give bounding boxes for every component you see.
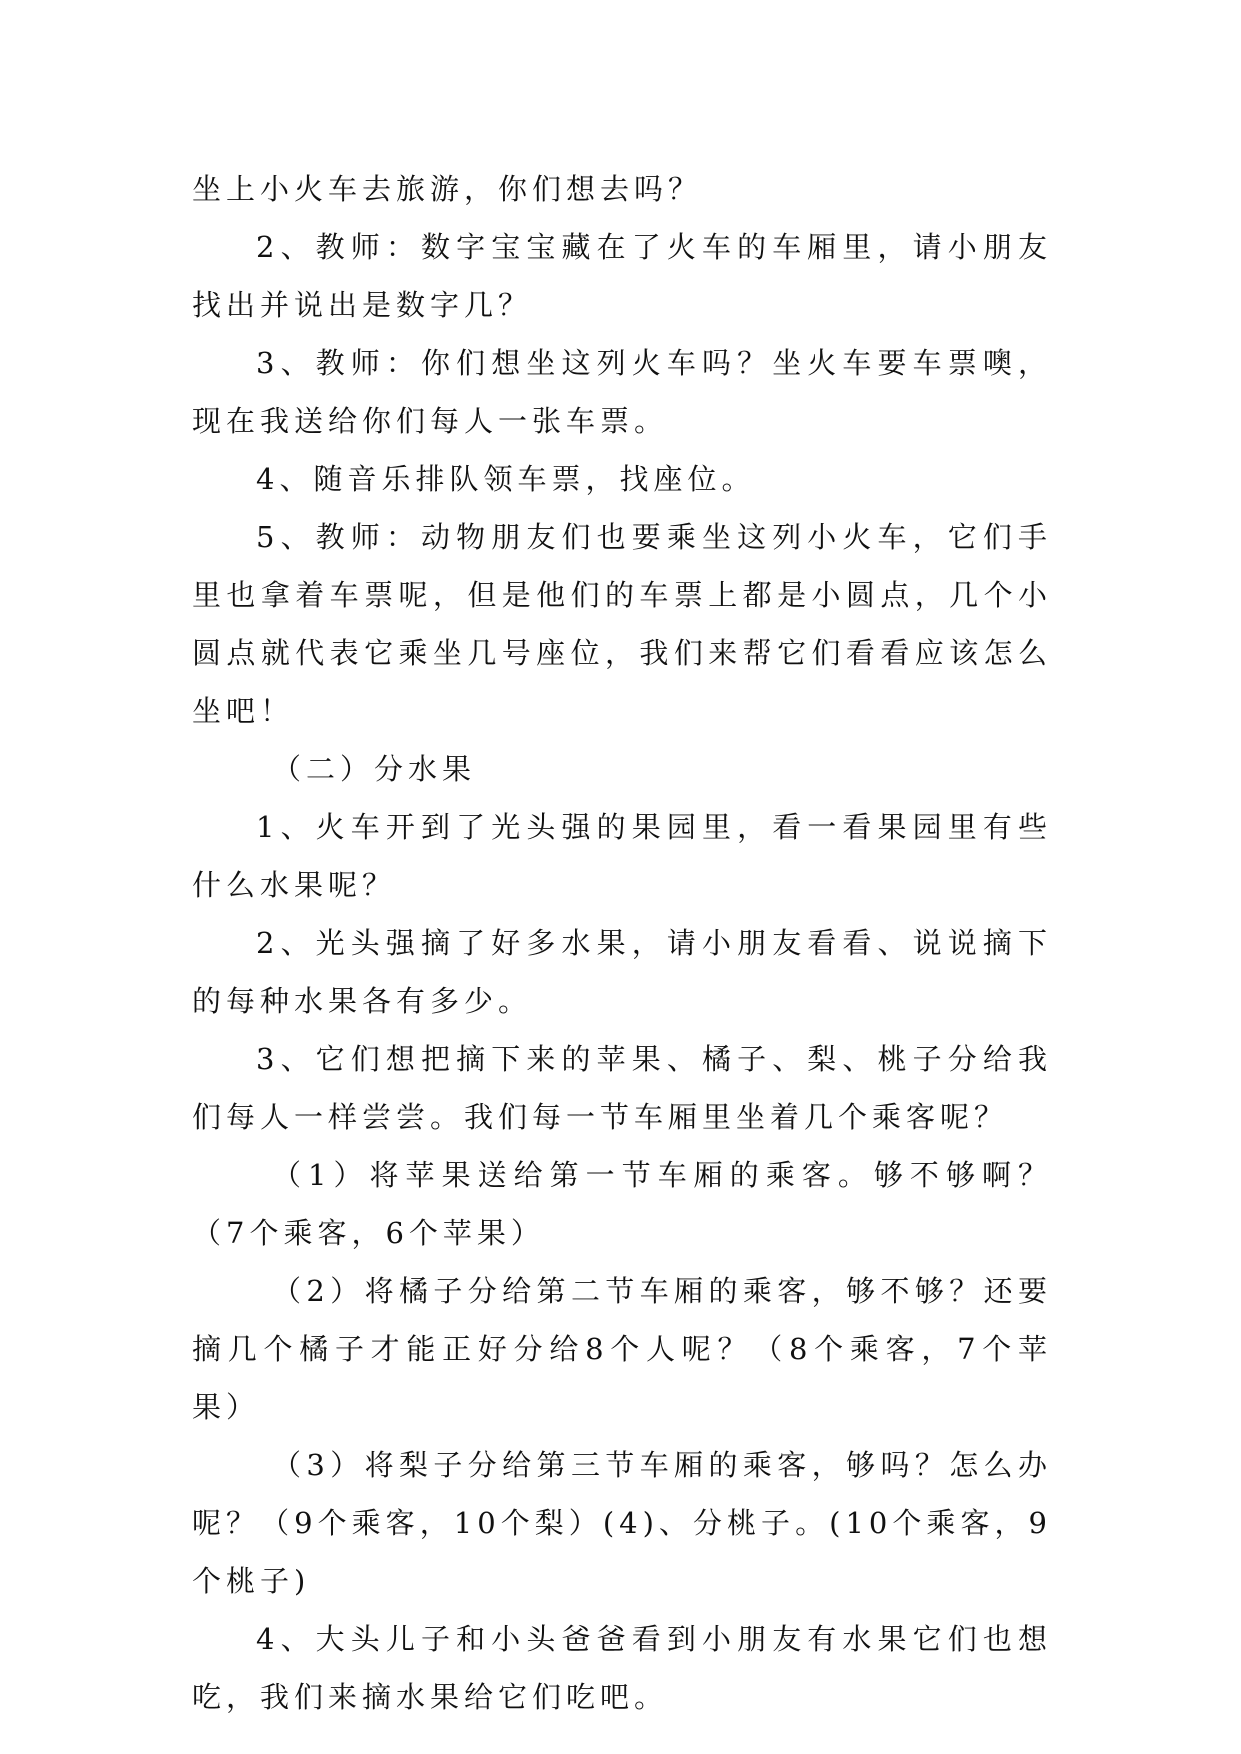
paragraph: 2、光头强摘了好多水果，请小朋友看看、说说摘下的每种水果各有多少。 (192, 926, 1052, 1018)
paragraph: 5、教师：动物朋友们也要乘坐这列小火车，它们手里也拿着车票呢，但是他们的车票上都是小圆点，几个小圆点就代表它乘坐几号座位，我们来帮它们看看应该怎么坐吧！ (192, 520, 1052, 728)
paragraph: 4、大头儿子和小头爸爸看到小朋友有水果它们也想吃，我们来摘水果给它们吃吧。 (192, 1622, 1052, 1714)
paragraph: 2、教师：数字宝宝藏在了火车的车厢里，请小朋友找出并说出是数字几？ (192, 230, 1052, 322)
sub-item: （3）将梨子分给第三节车厢的乘客，够吗？怎么办呢？（9个乘客，10个梨）(4)、分桃子。(10个乘客，9个桃子) (192, 1448, 1052, 1598)
section-heading: （二）分水果 (272, 752, 477, 786)
sub-item: （2）将橘子分给第二节车厢的乘客，够不够？还要摘几个橘子才能正好分给8个人呢？（8个乘客，7个苹果） (192, 1274, 1052, 1424)
paragraph: 3、教师：你们想坐这列火车吗？坐火车要车票噢，现在我送给你们每人一张车票。 (192, 346, 1052, 438)
paragraph: 4、随音乐排队领车票，找座位。 (256, 462, 756, 496)
paragraph: 3、它们想把摘下来的苹果、橘子、梨、桃子分给我们每人一样尝尝。我们每一节车厢里坐着几个乘客呢？ (192, 1042, 1052, 1134)
paragraph: 坐上小火车去旅游，你们想去吗？ (192, 172, 703, 206)
body-text (192, 160, 1052, 1726)
paragraph: 1、火车开到了光头强的果园里，看一看果园里有些什么水果呢？ (192, 810, 1052, 902)
sub-item: （1）将苹果送给第一节车厢的乘客。够不够啊？（7个乘客，6个苹果） (192, 1158, 1052, 1250)
